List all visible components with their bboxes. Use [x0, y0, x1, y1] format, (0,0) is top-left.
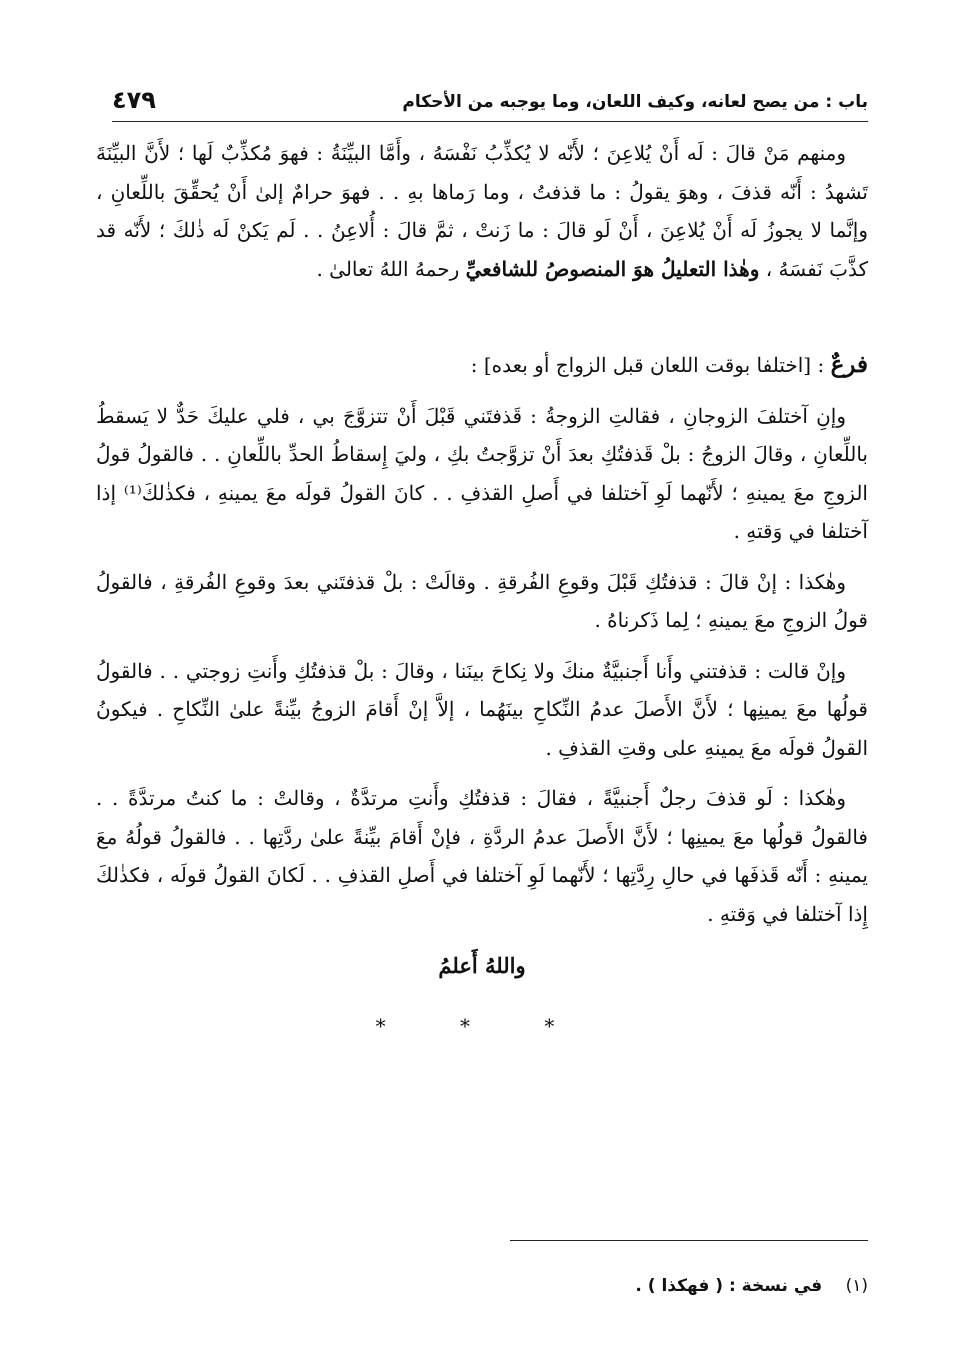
paragraph-1-end: رحمهُ اللهُ تعالىٰ . [316, 256, 460, 281]
page-header [112, 86, 868, 122]
spacer [96, 767, 868, 779]
closing-phrase: واللهُ أَعلمُ [438, 953, 526, 978]
section-spacer [96, 288, 868, 346]
footnote-text: في نسخة : ( فهكذا ) . [635, 1276, 823, 1296]
running-title: باب : من يصح لعانه، وكيف اللعان، وما يوجبه من الأحكام [402, 92, 868, 112]
branch-title: : [اختلفا بوقت اللعان قبل الزواج أو بعده] : [470, 353, 825, 377]
spacer [96, 640, 868, 652]
paragraph-5: وهٰكذا : لَو قذفَ رجلٌ أَجنبيَّةً ، فقالَ : قذفتُكِ وأَنتِ مرتدَّةٌ ، وقالتْ : ما كنتُ مرتدَّةً . . فالقولُ قولُها معَ يمينِها ؛ لأَنَّ الأَصلَ عدمُ الردَّةِ ، فإنْ أَقامَ بيِّنةً علىٰ ردَّتِها . . فالقولُ قولُهُ معَ يمينهِ : أَنّه قَذفَها في حالِ رِدَّتِها ؛ لأَنّهما لَوِ آختلفا في أَصلِ القذفِ . . لَكانَ القولُ قولَه ، فكذٰلكَ إِذا آختلفا في وَقتهِ . [96, 786, 868, 926]
main-text [96, 134, 868, 1065]
footnote-marker: (١) [845, 1276, 868, 1296]
branch-label: فرعٌ [830, 351, 868, 378]
paragraph-2: وإنِ آختلفَ الزوجانِ ، فقالتِ الزوجةُ : قَذفتَني قَبْلَ أَنْ تتزوَّجَ بي ، فلي عليكَ حَدٌّ لا يَسقطُ باللِّعانِ ، وقالَ الزوجُ : بلْ قَذفتُكِ بعدَ أَنْ تزوَّجتُ بكِ ، وليَ إِسقاطُ الحدِّ باللِّعانِ . . فالقولُ قولُ الزوجِ معَ يمينهِ ؛ لأَنّهما لَوِ آختلفا في أَصلِ القذفِ . . كانَ القولُ قولَه معَ يمينهِ ، فكذٰلكَ⁽¹⁾ إذا آختلفا في وَقتهِ . [96, 403, 868, 543]
paragraph-1 [96, 134, 868, 288]
header-rule [112, 121, 868, 122]
paragraph-1-text: ومنهم مَنْ قالَ : لَه أَنْ يُلاعِنَ ؛ لأَنّه لا يُكذِّبُ نَفْسَهُ ، وأَمَّا البيِّنَةُ : فهوَ مُكذِّبٌ لَها ؛ لأَنَّ البيِّنَةَ تَشهدُ : أَنّه قذفَ ، وهوَ يقولُ : ما قذفتُ ، وما رَماها بهِ . . فهوَ حرامٌ إلىٰ أَنْ يُحقِّقَ باللِّعانِ ، وإنَّما لا يجوزُ لَه أَنْ يُلاعِنَ ، أَنْ لَو قالَ : ما زَنتْ ، ثمَّ قالَ : أُلاعِنُ . . لَم يَكنْ لَه ذٰلكَ ؛ لأَنّه قد كذَّبَ نَفسَهُ ، [96, 141, 869, 281]
page-number: ٤٧٩ [112, 86, 156, 114]
spacer [96, 385, 868, 397]
paragraph-4: وإنْ قالت : قذفتني وأَنا أَجنبيَّةٌ منكَ ولا نِكاحَ بينَنا ، وقالَ : بلْ قذفتُكِ وأَنتِ زوجتي . . فالقولُ قولُها معَ يمينِها ؛ لأَنَّ الأَصلَ عدمُ النِّكاحِ بينَهُما ، إلاَّ إنْ أَقامَ الزوجُ بيِّنةً علىٰ النِّكاحِ . فيكونُ القولُ قولَه معَ يمينهِ على وقتِ القذفِ . [96, 658, 868, 760]
paragraph-1-bold: وهٰذا التعليلُ هوَ المنصوصُ للشافعيِّ [465, 256, 760, 281]
footnote [635, 1276, 868, 1296]
footnote-rule [510, 1240, 868, 1241]
spacer [96, 551, 868, 563]
branch-heading [96, 346, 868, 385]
section-separator-stars: * * * [375, 1013, 589, 1038]
paragraph-3: وهٰكذا : إنْ قالَ : قذفتُكِ قَبْلَ وقوعِ الفُرقةِ . وقالَتْ : بلْ قذفتَني بعدَ وقوعِ الفُرقةِ ، فالقولُ قولُ الزوجِ معَ يمينهِ ؛ لِما ذَكرناهُ . [96, 569, 868, 632]
